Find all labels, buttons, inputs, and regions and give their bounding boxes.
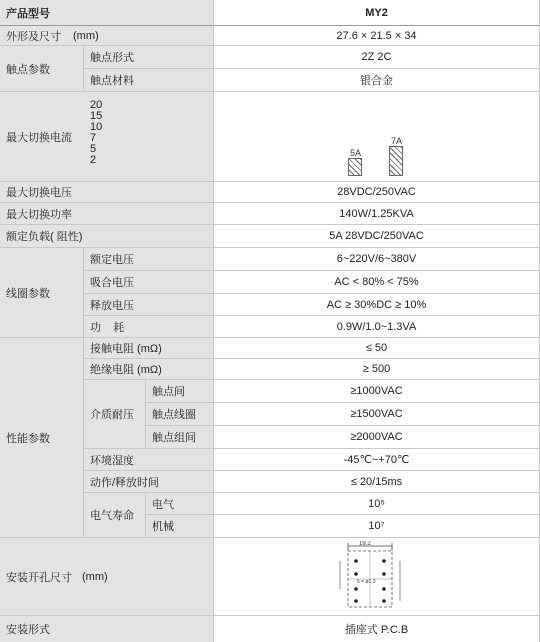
insulation-resistance-label-cell [84, 359, 214, 380]
dielectric-row-value: ≥1000VAC [350, 385, 403, 397]
coil-row-value-cell [214, 294, 540, 316]
max-voltage-label: 最大切换电压 [6, 187, 72, 199]
life-label-cell [84, 493, 146, 538]
coil-row-value: 6~220V/6~380V [336, 253, 417, 265]
header-label: 产品型号 [6, 7, 50, 20]
max-power-value: 140W/1.25KVA [339, 207, 414, 220]
contact-material-value-cell [214, 69, 540, 92]
dimensions-value: 27.6 × 21.5 × 34 [336, 29, 417, 42]
current-scale-tick: 5 [90, 143, 97, 155]
rated-load-label-cell [0, 225, 214, 248]
coil-row-label: 释放电压 [90, 299, 134, 312]
life-row-value-cell [214, 515, 540, 538]
dielectric-row-label: 触点组间 [152, 432, 196, 444]
dielectric-row-label-cell [146, 403, 214, 426]
humidity-label-cell [84, 449, 214, 471]
contact-form-value: 2Z 2C [361, 51, 392, 63]
coil-group-label: 线圈参数 [6, 287, 50, 300]
coil-row-value-cell [214, 316, 540, 338]
humidity-label: 环境湿度 [90, 454, 134, 467]
rated-load-label: 额定负载( 阻性) [6, 231, 83, 243]
dielectric-row-label-cell [146, 426, 214, 449]
max-power-label-cell [0, 203, 214, 225]
max-current-chart-cell [214, 92, 540, 182]
bar-7a [389, 146, 403, 176]
contact-material-value: 银合金 [360, 75, 393, 87]
insulation-resistance-label: 绝缘电阻 (mΩ) [90, 364, 162, 376]
humidity-value: -45℃~+70℃ [343, 454, 410, 466]
life-row-value: 10⁷ [368, 520, 385, 532]
coil-row-label-cell [84, 294, 214, 316]
max-current-label-cell [0, 92, 214, 182]
contact-resistance-label-cell [84, 338, 214, 359]
current-scale-tick: 10 [90, 121, 103, 133]
mounting-form-value: 插座式 P.C.B [344, 624, 409, 636]
dielectric-label-cell [84, 380, 146, 449]
current-scale-tick: 20 [90, 99, 103, 111]
contact-material-label: 触点材料 [90, 75, 134, 87]
coil-row-label-cell [84, 316, 214, 338]
performance-group-label: 性能参数 [6, 432, 50, 445]
max-voltage-label-cell [0, 182, 214, 203]
dielectric-row-value: ≥2000VAC [350, 431, 403, 443]
current-scale-tick: 7 [90, 132, 97, 144]
dielectric-row-label: 触点线圈 [152, 409, 196, 421]
contact-group-cell [0, 46, 84, 92]
coil-row-value: AC < 80% < 75% [334, 276, 419, 288]
max-power-label: 最大切换功率 [6, 208, 72, 221]
coil-group-cell [0, 248, 84, 338]
performance-group-cell [0, 338, 84, 538]
header-label-cell [0, 0, 214, 26]
coil-row-value: AC ≥ 30%DC ≥ 10% [326, 298, 427, 311]
dimensions-label-cell [0, 26, 214, 46]
current-scale-tick: 15 [90, 110, 103, 122]
rated-load-value-cell [214, 225, 540, 248]
mounting-hole-diagram [332, 541, 422, 613]
life-row-value: 10⁵ [368, 497, 385, 510]
dielectric-row-value-cell [214, 403, 540, 426]
bar-5a [348, 158, 362, 176]
life-row-label: 电气 [152, 498, 174, 511]
mounting-form-value-cell [214, 616, 540, 642]
dielectric-row-value-cell [214, 380, 540, 403]
life-row-label: 机械 [152, 521, 174, 533]
max-power-value-cell [214, 203, 540, 225]
header-value: MY2 [365, 6, 388, 19]
contact-group-label: 触点参数 [6, 63, 50, 76]
dimensions-label: 外形及尺寸 [6, 30, 61, 43]
coil-row-label: 功 耗 [90, 321, 125, 334]
mounting-form-label: 安装形式 [6, 624, 50, 636]
rated-load-value: 5A 28VDC/250VAC [329, 230, 424, 242]
max-voltage-value-cell [214, 182, 540, 203]
coil-row-label-cell [84, 248, 214, 271]
action-time-value: ≤ 20/15ms [350, 475, 403, 488]
coil-row-label-cell [84, 271, 214, 294]
contact-resistance-label: 接触电阻 (mΩ) [90, 343, 162, 355]
life-row-label-cell [146, 515, 214, 538]
contact-form-label: 触点形式 [90, 52, 134, 64]
insulation-resistance-value: ≥ 500 [362, 363, 391, 375]
coil-row-label: 吸合电压 [90, 277, 134, 289]
coil-row-value-cell [214, 271, 540, 294]
coil-row-label: 额定电压 [90, 254, 134, 266]
coil-row-value-cell [214, 248, 540, 271]
dielectric-row-label: 触点间 [152, 386, 185, 398]
mounting-dim-mid: 5 = ø1.3 [356, 578, 375, 585]
mounting-form-label-cell [0, 616, 214, 642]
contact-resistance-value: ≤ 50 [365, 342, 388, 354]
insulation-resistance-value-cell [214, 359, 540, 380]
header-value-cell [214, 0, 540, 26]
dimensions-unit: (mm) [73, 29, 99, 42]
max-voltage-value: 28VDC/250VAC [337, 186, 416, 198]
dielectric-row-value-cell [214, 426, 540, 449]
life-row-value-cell [214, 493, 540, 515]
bar-5a-label: 5A [350, 148, 362, 158]
dielectric-row-value: ≥1500VAC [350, 408, 403, 420]
dielectric-row-label-cell [146, 380, 214, 403]
contact-form-value-cell [214, 46, 540, 69]
contact-material-label-cell [84, 69, 214, 92]
dielectric-label: 介质耐压 [90, 409, 134, 421]
action-time-label: 动作/释放时间 [90, 476, 160, 489]
mounting-hole-unit: (mm) [82, 570, 108, 583]
mounting-hole-diagram-cell [214, 538, 540, 616]
dimensions-value-cell [214, 26, 540, 46]
action-time-label-cell [84, 471, 214, 493]
max-current-label: 最大切换电流 [6, 131, 72, 144]
contact-resistance-value-cell [214, 338, 540, 359]
bar-7a-label: 7A [391, 136, 403, 146]
life-label: 电气寿命 [90, 510, 134, 522]
mounting-hole-label-cell [0, 538, 214, 616]
current-scale-tick: 2 [90, 154, 97, 166]
current-scale [90, 100, 102, 166]
humidity-value-cell [214, 449, 540, 471]
mounting-hole-label: 安装开孔尺寸 [6, 571, 72, 584]
action-time-value-cell [214, 471, 540, 493]
contact-form-label-cell [84, 46, 214, 69]
life-row-label-cell [146, 493, 214, 515]
mounting-dim-top: 19.2 [358, 540, 371, 547]
coil-row-value: 0.9W/1.0~1.3VA [336, 320, 417, 333]
